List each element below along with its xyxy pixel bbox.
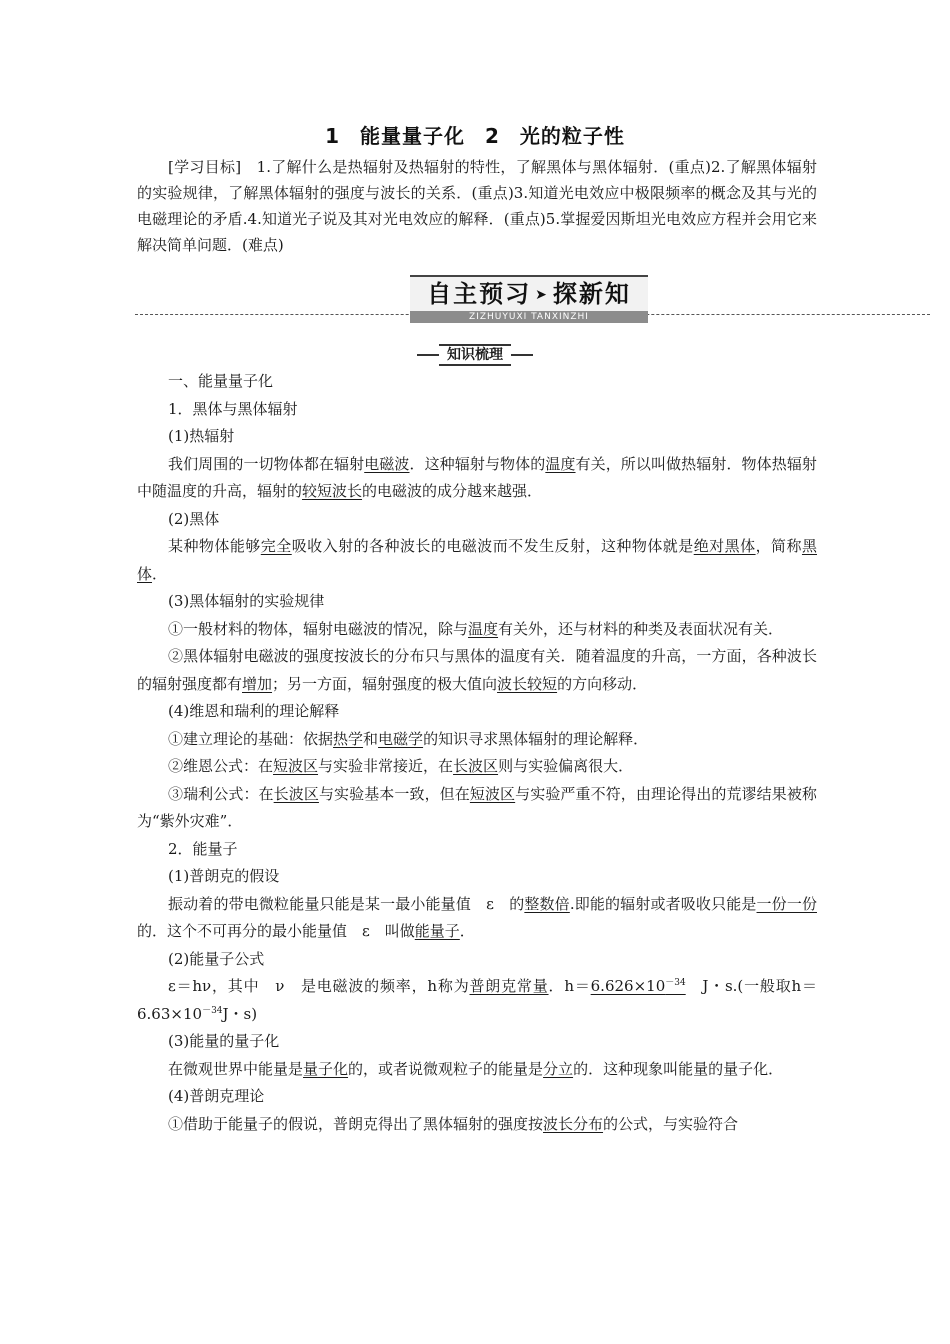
heading-1-1: 1．黑体与黑体辐射 <box>168 399 298 418</box>
main-content <box>137 368 817 1138</box>
blank-answer: 一份一份 <box>756 894 817 913</box>
tag-left-rule <box>417 354 439 356</box>
tag-right-rule <box>511 354 533 356</box>
blank-answer: 波长分布 <box>543 1114 604 1133</box>
blank-answer: 整数倍 <box>524 894 570 913</box>
blank-answer: 量子化 <box>303 1059 349 1078</box>
banner-title-box <box>410 275 648 313</box>
subheading-7: (3)能量的量子化 <box>168 1032 280 1050</box>
subheading-4: (4)维恩和瑞利的理论解释 <box>168 702 340 720</box>
paragraph-11: ①借助于能量子的假说，普朗克得出了黑体辐射的强度按波长分布的公式，与实验符合 <box>168 1114 739 1133</box>
subheading-3: (3)黑体辐射的实验规律 <box>168 592 325 610</box>
blank-answer: 短波区 <box>273 757 319 775</box>
title-part-2: 光的粒子性 <box>519 124 625 148</box>
banner-right-text: 探新知 <box>552 280 631 308</box>
blank-answer: 完全 <box>260 537 292 555</box>
subheading-8: (4)普朗克理论 <box>168 1087 265 1105</box>
section-banner <box>135 275 930 327</box>
heading-1: 一、能量量子化 <box>168 372 274 390</box>
blank-answer: 普朗克常量 <box>469 977 549 995</box>
banner-subtitle: ZIZHUYUXI TANXINZHI <box>410 311 648 323</box>
knowledge-tag-label: 知识梳理 <box>439 344 511 366</box>
knowledge-tag <box>0 344 950 366</box>
heading-1-2: 2．能量子 <box>168 839 238 858</box>
paragraph-10: 在微观世界中能量是量子化的，或者说微观粒子的能量是分立的．这种现象叫能量的量子化． <box>168 1059 784 1078</box>
banner-arrow-icon: ➤ <box>535 287 549 303</box>
blank-answer: 波长较短 <box>497 674 558 693</box>
learning-goals: [学习目标] 1.了解什么是热辐射及热辐射的特性，了解黑体与黑体辐射．(重点)2.了解黑体辐射的实验规律，了解黑体辐射的强度与波长的关系．(重点)3.知道光电效应中极限频率的概念及其与光的电磁理论的矛盾.4.知道光子说及其对光电效应的解释．(重点)5.掌握爱因斯坦光电效应方程并会用它来解决简单问题．(难点) <box>137 158 817 254</box>
paragraph-8: 振动着的带电微粒能量只能是某一最小能量值 ε 的整数倍.即能的辐射或者吸收只能是一份一份的．这个不可再分的最小能量值 ε 叫做能量子． <box>137 894 817 940</box>
subheading-6: (2)能量子公式 <box>168 949 265 968</box>
paragraph-1: 我们周围的一切物体都在辐射电磁波．这种辐射与物体的温度有关，所以叫做热辐射．物体热辐射中随温度的升高，辐射的较短波长的电磁波的成分越来越强． <box>137 454 817 500</box>
subheading-1: (1)热辐射 <box>168 427 235 445</box>
page-title <box>0 120 950 149</box>
paragraph-9: ε＝hν，其中 ν 是电磁波的频率，h称为普朗克常量．$h=6.626\times 10^{-34}$ J・s.(一般取$h=6.63\times 10^{-34}J$・s) <box>137 977 817 1023</box>
paragraph-6: ②维恩公式：在短波区与实验非常接近，在长波区则与实验偏离很大． <box>168 757 634 775</box>
blank-answer: 长波区 <box>273 784 319 803</box>
title-number-1: 1 <box>325 124 340 148</box>
blank-answer: 能量子 <box>414 922 460 940</box>
paragraph-3: ①一般材料的物体，辐射电磁波的情况，除与温度有关外，还与材料的种类及表面状况有关． <box>168 619 784 638</box>
blank-answer: 电磁学 <box>378 729 424 748</box>
blank-answer: 较短波长 <box>302 482 363 500</box>
title-part-1: 能量量子化 <box>360 124 465 148</box>
blank-answer: 短波区 <box>469 784 516 803</box>
blank-answer: 热学 <box>333 729 364 748</box>
blank-answer: 增加 <box>242 674 273 693</box>
blank-answer: 电磁波 <box>364 454 410 473</box>
paragraph-4: ②黑体辐射电磁波的强度按波长的分布只与黑体的温度有关．随着温度的升高，一方面，各种波长的辐射强度都有增加；另一方面，辐射强度的极大值向波长较短的方向移动． <box>137 647 817 693</box>
banner-left-text: 自主预习 <box>427 280 532 308</box>
blank-answer: 温度 <box>468 619 499 638</box>
title-number-2: 2 <box>485 124 500 148</box>
blank-answer: 黑体 <box>137 537 817 583</box>
paragraph-2: 某种物体能够完全吸收入射的各种波长的电磁波而不发生反射，这种物体就是绝对黑体，简称黑体． <box>137 537 817 583</box>
blank-answer: 分立 <box>543 1059 574 1078</box>
subheading-5: (1)普朗克的假设 <box>168 867 280 885</box>
blank-answer: 长波区 <box>453 757 499 775</box>
blank-answer: 温度 <box>545 454 576 473</box>
blank-answer: 绝对黑体 <box>693 537 756 555</box>
blank-answer: $6.626\times 10^{-34}$ <box>590 977 686 995</box>
paragraph-7: ③瑞利公式：在长波区与实验基本一致，但在短波区与实验严重不符，由理论得出的荒谬结果被称为“紫外灾难”． <box>137 784 817 830</box>
paragraph-5: ①建立理论的基础：依据热学和电磁学的知识寻求黑体辐射的理论解释． <box>168 729 649 748</box>
subheading-2: (2)黑体 <box>168 509 220 528</box>
